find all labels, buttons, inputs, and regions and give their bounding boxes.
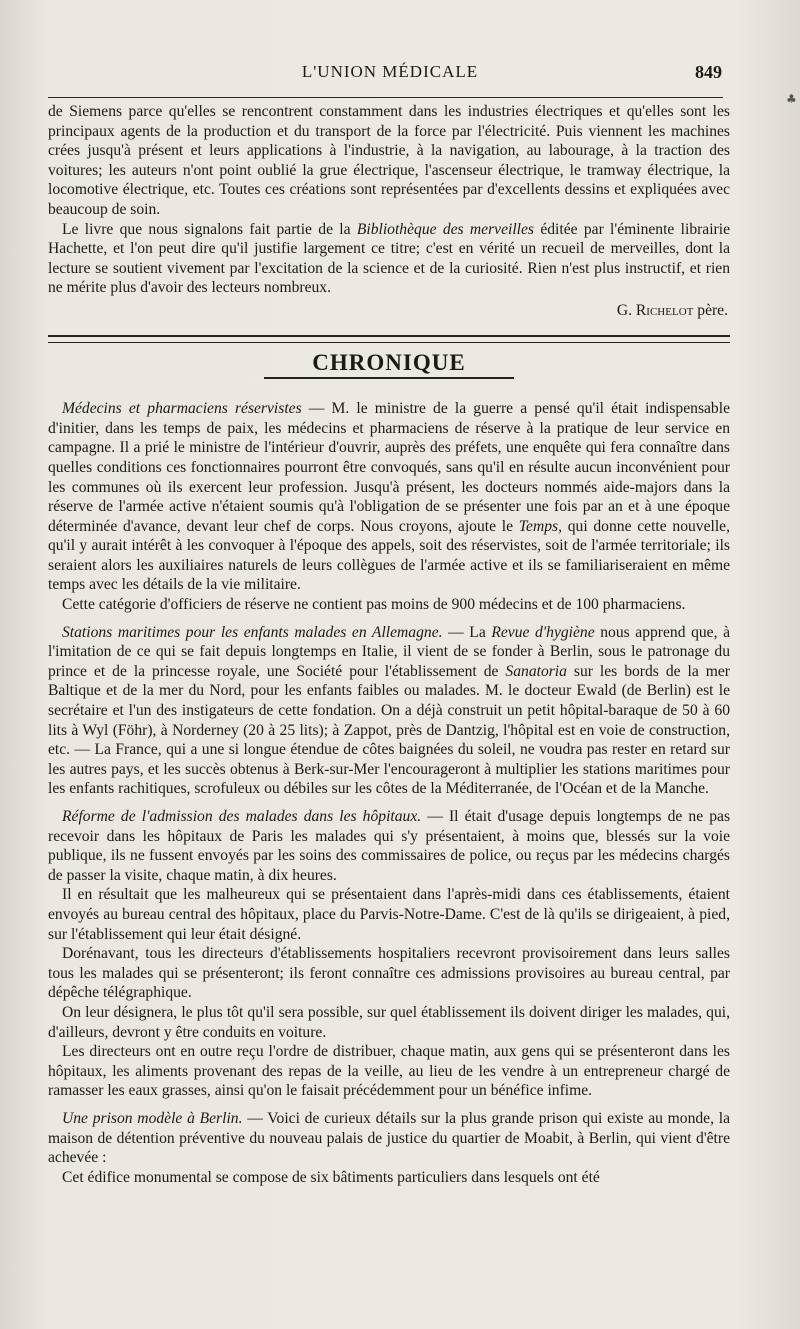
text-span: — M. le ministre de la guerre a pensé qu'il était indispensable d'initier, dans les temps de paix, les médecins et pharmaciens de réserve à la pratique de leur service en campagne. Il a prié le ministre de l'intérieur d'ouvrir, auprès des préfets, une enquête qui fera connaître dans quelles conditions ces fonctionnaires pourront être convoqués, sans qu'il en résulte aucun inconvénient pour les communes où ils exercent leur profession. Jusqu'à présent, les docteurs nommés aide-majors dans la réserve de l'armée active n'étaient soumis qu'à l'obligation de se présenter une fois par an et à une époque déterminée d'avance, devant leur chef de corps. Nous croyons, ajoute le <box>48 400 730 535</box>
news-item-reforme <box>48 807 730 885</box>
term-sanatoria: Sanatoria <box>505 662 567 680</box>
news-paragraph: On leur désignera, le plus tôt qu'il sera possible, sur quel établissement ils doivent diriger les malades, qui, d'ailleurs, devront y être conduits en voiture. <box>48 1003 730 1041</box>
signature-name: Richelot <box>635 301 694 319</box>
news-heading: Une prison modèle à Berlin. <box>62 1109 243 1127</box>
title-underline <box>264 377 514 379</box>
text-span: sur les bords de la mer Baltique et de la mer du Nord, pour les enfants faibles ou malades. M. le docteur Ewald (de Berlin) est le secrétaire et l'un des instigateurs de cette fondation. On a déjà construit un petit hôpital-baraque de 50 à 60 lits à Wyl (Föhr), à Norderney (20 à 25 lits); à Zappot, près de Dantzig, l'hôpital est en voie de construction, etc. — La France, qui a une si longue étendue de côtes baignées du soleil, ne voudra pas rester en retard sur les autres pays, et les succès obtenus à Berk-sur-Mer l'encourageront à multiplier les stations maritimes pour les enfants rachitiques, scrofuleux ou débiles sur les côtes de la Méditerranée, de l'Océan et de la Manche. <box>48 662 730 798</box>
news-paragraph: Cet édifice monumental se compose de six bâtiments particuliers dans lesquels ont été <box>62 1168 600 1186</box>
text-span: éditée par l'éminente librairie Hachette, et l'on peut dire qu'il justifie largement ce titre; c'est en vérité un recueil de merveilles, dont la lecture se soutient vivement par l'excitation de la science et de la curiosité. Rien n'est plus instructif, et rien ne mérite plus d'avoir des lecteurs nombreux. <box>48 220 731 297</box>
text-span: — La <box>448 623 486 641</box>
news-paragraph: Il en résultait que les malheureux qui se présentaient dans l'après-midi dans ces établissements, étaient envoyés au bureau central des hôpitaux, place du Parvis-Notre-Dame. C'est de là qu'ils se dirigeaient, à pied, sur l'établissement qui leur était désigné. <box>48 886 730 943</box>
text-span: qui donne cette nouvelle, qu'il y aurait intérêt à les convoquer à l'époque des appels, soit des réservistes, soit de l'armée territoriale; ils seraient alors les auxiliaires naturels de leurs collègues de l'armée active et ils se familiariseraient en même temps avec les détails de la vie militaire. <box>48 517 730 594</box>
article-end-paragraph: de Siemens parce qu'elles se rencontrent constamment dans les industries électriques et qu'elles sont les principaux agents de la production et du transport de la force par l'électricité. Puis viennent les machines crées jusqu'à présent et leurs applications à l'industrie, à la navigation, au labourage, à la traction des voitures; les auteurs n'ont point oublié la grue électrique, l'ascenseur électrique, le tramway électrique, la locomotive électrique, etc. Toutes ces créations sont représentées par d'excellents dessins et expliquées avec beaucoup de soin. <box>48 103 730 218</box>
page-header <box>48 62 732 88</box>
section-title: CHRONIQUE <box>312 349 466 375</box>
source-name: Temps, <box>518 517 562 535</box>
book-series-title: Bibliothèque des merveilles <box>356 220 535 238</box>
news-item-prison <box>48 1109 730 1168</box>
margin-mark: ♣ <box>786 92 797 106</box>
signature-suffix: père. <box>697 301 728 319</box>
news-heading: Médecins et pharmaciens réservistes <box>62 400 302 418</box>
news-heading: Réforme de l'admission des malades dans les hôpitaux. <box>62 808 422 825</box>
news-item-stations <box>48 623 730 799</box>
running-title: L'UNION MÉDICALE <box>301 62 479 81</box>
section-divider <box>48 335 730 343</box>
text-span: Le livre que nous signalons fait partie de la <box>62 220 351 238</box>
news-paragraph: Cette catégorie d'officiers de réserve ne contient pas moins de 900 médecins et de 100 pharmaciens. <box>62 596 686 614</box>
news-item-reservistes <box>48 399 730 595</box>
page-content <box>48 102 730 1187</box>
text-span: — Il était d'usage depuis longtemps de ne pas recevoir dans les hôpitaux de Paris les malades qui s'y présentaient, à moins que, blessés sur la voie publique, ils ne fussent envoyés par les soins des commissaires de police, ou reçus par les médecins chargés de passer la visite, chaque matin, à dix heures. <box>48 808 731 884</box>
header-rule <box>48 97 723 98</box>
text-span: — Voici de curieux détails sur la plus grande prison qui existe au monde, la maison de détention préventive du nouveau palais de justice du quartier de Moabit, à Berlin, qui vient d'être achevée : <box>48 1109 730 1167</box>
news-paragraph: Dorénavant, tous les directeurs d'établissements hospitaliers recevront provisoirement dans leurs salles tous les malades qui se présenteront; ils feront connaître ces admissions provisoires au bureau central, par dépêche télégraphique. <box>48 945 730 1002</box>
article-end-paragraph-2 <box>48 220 730 298</box>
signature-initial: G. <box>616 301 632 319</box>
source-name: Revue d'hygiène <box>491 623 595 641</box>
author-signature <box>48 301 730 321</box>
news-heading: Stations maritimes pour les enfants malades en Allemagne. <box>62 623 443 641</box>
news-paragraph: Les directeurs ont en outre reçu l'ordre de distribuer, chaque matin, aux gens qui se présenteront dans les hôpitaux, les aliments provenant des repas de la veille, au lieu de les vendre à un entrepreneur chargé de ramasser les eaux grasses, ainsi qu'on le faisait précédemment pour un bénéfice infime. <box>48 1043 730 1100</box>
text-span: nous apprend que, à l'imitation de ce qui se fait depuis longtemps en Italie, il vient de se fonder à Berlin, sous le patronage du prince et de la princesse royale, une Société pour l'établissement de <box>48 623 730 680</box>
page-number: 849 <box>695 62 722 82</box>
